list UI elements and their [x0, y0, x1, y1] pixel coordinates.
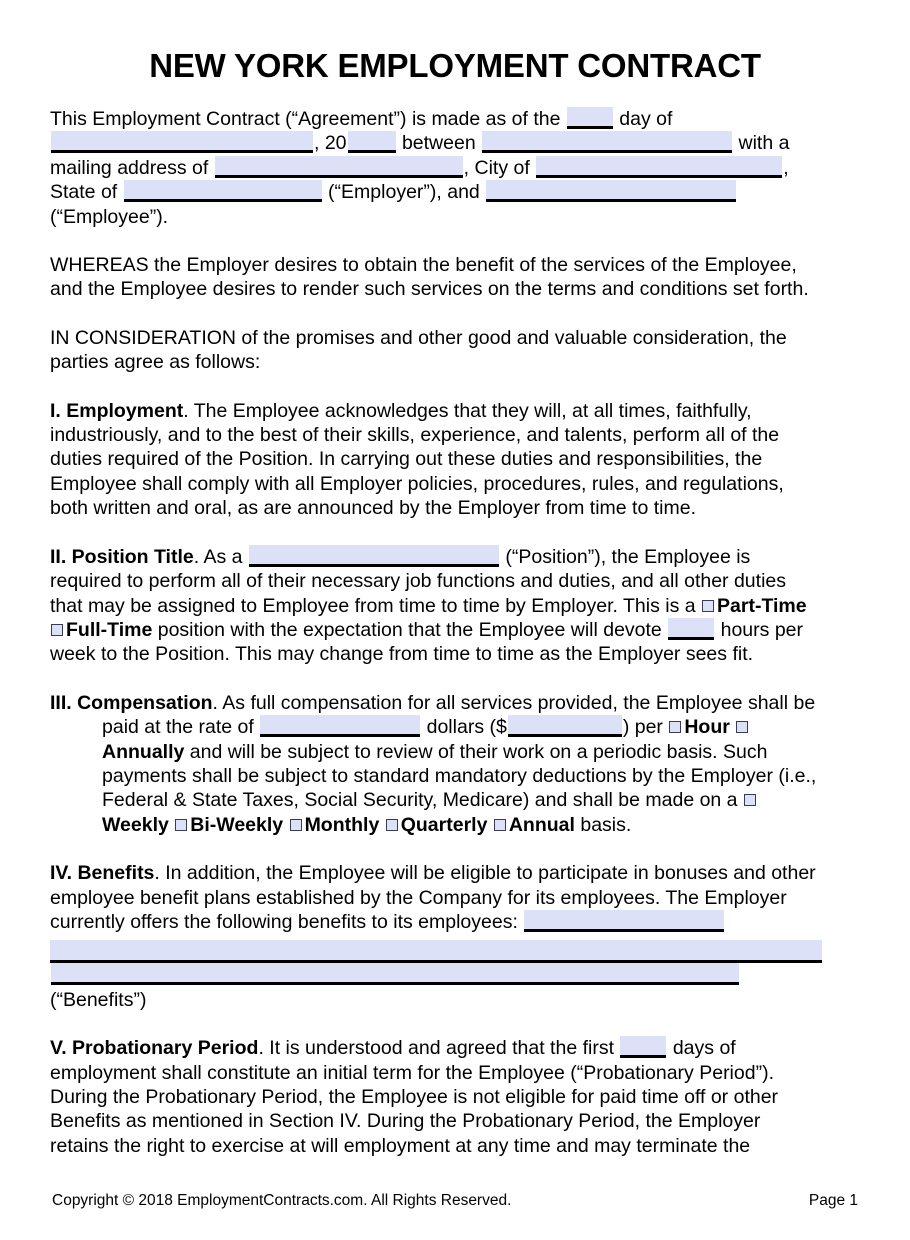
section-position-title	[50, 545, 822, 667]
benefits-text-1: . In addition, the Employee will be eligible to participate in bonuses and other employee benefit plans established by the Company for its employees. The Employer currently offers the following benefits to its employees:	[50, 862, 816, 933]
document-body	[50, 107, 822, 1182]
blank-benefits-line-1[interactable]	[524, 910, 724, 932]
compensation-text-1: . As full compensation for all services provided, the Employee shall be paid at the rate of	[102, 691, 816, 739]
section-compensation-heading: III. Compensation	[50, 691, 213, 714]
label-quarterly: Quarterly	[400, 813, 488, 836]
blank-rate-amount[interactable]	[508, 715, 622, 737]
section-position-title-heading: II. Position Title	[50, 545, 194, 568]
section-benefits-heading: IV. Benefits	[50, 862, 155, 885]
probationary-text-1: . It is understood and agreed that the first	[258, 1037, 620, 1060]
section-probationary-heading: V. Probationary Period	[50, 1037, 259, 1060]
intro-text-8: (“Employer”), and	[322, 181, 486, 204]
compensation-text-4: and will be subject to review of their work on a periodic basis. Such payments shall be subject to standard mandatory deductions by the Employer (i.e., Federal & State Taxes, Social Security, Medicare) and shall be made on a	[102, 740, 817, 812]
checkbox-weekly[interactable]	[744, 794, 756, 806]
label-hour: Hour	[684, 716, 730, 739]
compensation-text-5: basis.	[574, 813, 632, 836]
checkbox-part-time[interactable]	[702, 600, 714, 612]
intro-paragraph	[50, 107, 822, 229]
checkbox-quarterly[interactable]	[386, 819, 398, 831]
blank-rate-words[interactable]	[260, 715, 420, 737]
space-4	[283, 814, 288, 836]
blank-year[interactable]	[348, 131, 396, 153]
benefits-text-2: (“Benefits”)	[50, 988, 147, 1011]
space-2	[730, 716, 735, 738]
checkbox-monthly[interactable]	[290, 819, 302, 831]
label-part-time: Part-Time	[717, 594, 807, 617]
section-compensation	[50, 691, 822, 837]
intro-text-7: , State of	[50, 156, 789, 204]
intro-text-1: This Employment Contract (“Agreement”) is made as of the	[50, 108, 566, 130]
space-6	[487, 814, 492, 836]
checkbox-annually[interactable]	[736, 721, 748, 733]
section-employment-heading: I. Employment	[50, 399, 184, 422]
consideration-paragraph: IN CONSIDERATION of the promises and other good and valuable consideration, the parties agree as follows:	[50, 326, 787, 374]
position-text-3: position with the expectation that the Employee will devote	[152, 618, 668, 641]
intro-text-5: with a mailing address of	[50, 132, 790, 179]
blank-mailing-address[interactable]	[215, 156, 463, 178]
blank-hours-per-week[interactable]	[668, 618, 714, 640]
label-annual: Annual	[508, 813, 575, 836]
probationary-text-2: days of employment shall constitute an initial term for the Employee (“Probationary Period”). During the Probationary Period, the Employee is not eligible for paid time off or other Benefits as mentioned in Section IV. During the Probationary Period, the Employer retains the right to exercise at will employment at any time and may terminate the	[50, 1037, 779, 1157]
space-3	[169, 814, 174, 836]
label-annually: Annually	[102, 740, 185, 763]
intro-text-6: , City of	[463, 156, 536, 179]
intro-text-3: , 20	[314, 132, 347, 155]
checkbox-full-time[interactable]	[51, 624, 63, 636]
blank-benefits-line-3[interactable]	[51, 963, 739, 985]
position-text-2: (“Position”), the Employee is required to perform all of their necessary job functions and duties, and all other duties that may be assigned to Employee from time to time by Employer. This is a	[50, 545, 787, 617]
blank-month[interactable]	[51, 131, 313, 153]
blank-day[interactable]	[567, 107, 613, 129]
section-benefits	[50, 861, 822, 1012]
space-5	[379, 814, 384, 836]
blank-state[interactable]	[124, 180, 322, 202]
blank-position[interactable]	[249, 545, 499, 567]
checkbox-biweekly[interactable]	[175, 819, 187, 831]
blank-employee-name[interactable]	[486, 180, 736, 202]
section-probationary-period	[50, 1036, 822, 1158]
blank-employer-name[interactable]	[482, 131, 732, 153]
checkbox-hour[interactable]	[669, 721, 681, 733]
position-text-4: hours per week to the Position. This may change from time to time as the Employer sees fit.	[50, 618, 804, 666]
position-text-1: . As a	[193, 545, 248, 568]
compensation-text-3: ) per	[622, 716, 669, 739]
intro-text-2: day of	[613, 108, 673, 130]
intro-text-9: (“Employee”).	[50, 205, 169, 228]
blank-benefits-line-2[interactable]	[50, 940, 822, 963]
footer-copyright: Copyright © 2018 EmploymentContracts.com. All Rights Reserved.	[52, 1192, 512, 1209]
blank-probation-days[interactable]	[620, 1036, 666, 1058]
blank-city[interactable]	[536, 156, 782, 178]
label-biweekly: Bi-Weekly	[190, 813, 284, 836]
section-employment-body: . The Employee acknowledges that they will, at all times, faithfully, industriously, and to the best of their skills, experience, and talents, perform all of the duties required of the Position. In carrying out these duties and responsibilities, the Employee shall comply with all Employer policies, procedures, rules, and regulations, both written and oral, as are announced by the Employer from time to time.	[50, 399, 784, 520]
page-footer	[52, 1192, 858, 1210]
compensation-text-2: dollars ($	[421, 716, 507, 739]
label-weekly: Weekly	[102, 813, 169, 836]
label-full-time: Full-Time	[66, 618, 153, 641]
whereas-paragraph: WHEREAS the Employer desires to obtain the benefit of the services of the Employee, and the Employee desires to render such services on the terms and conditions set forth.	[50, 254, 809, 301]
label-monthly: Monthly	[304, 813, 380, 836]
footer-page-number: Page 1	[808, 1192, 858, 1209]
page-title: NEW YORK EMPLOYMENT CONTRACT	[149, 47, 761, 84]
intro-text-4: between	[396, 132, 482, 155]
checkbox-annual[interactable]	[494, 819, 506, 831]
section-employment	[50, 399, 822, 521]
